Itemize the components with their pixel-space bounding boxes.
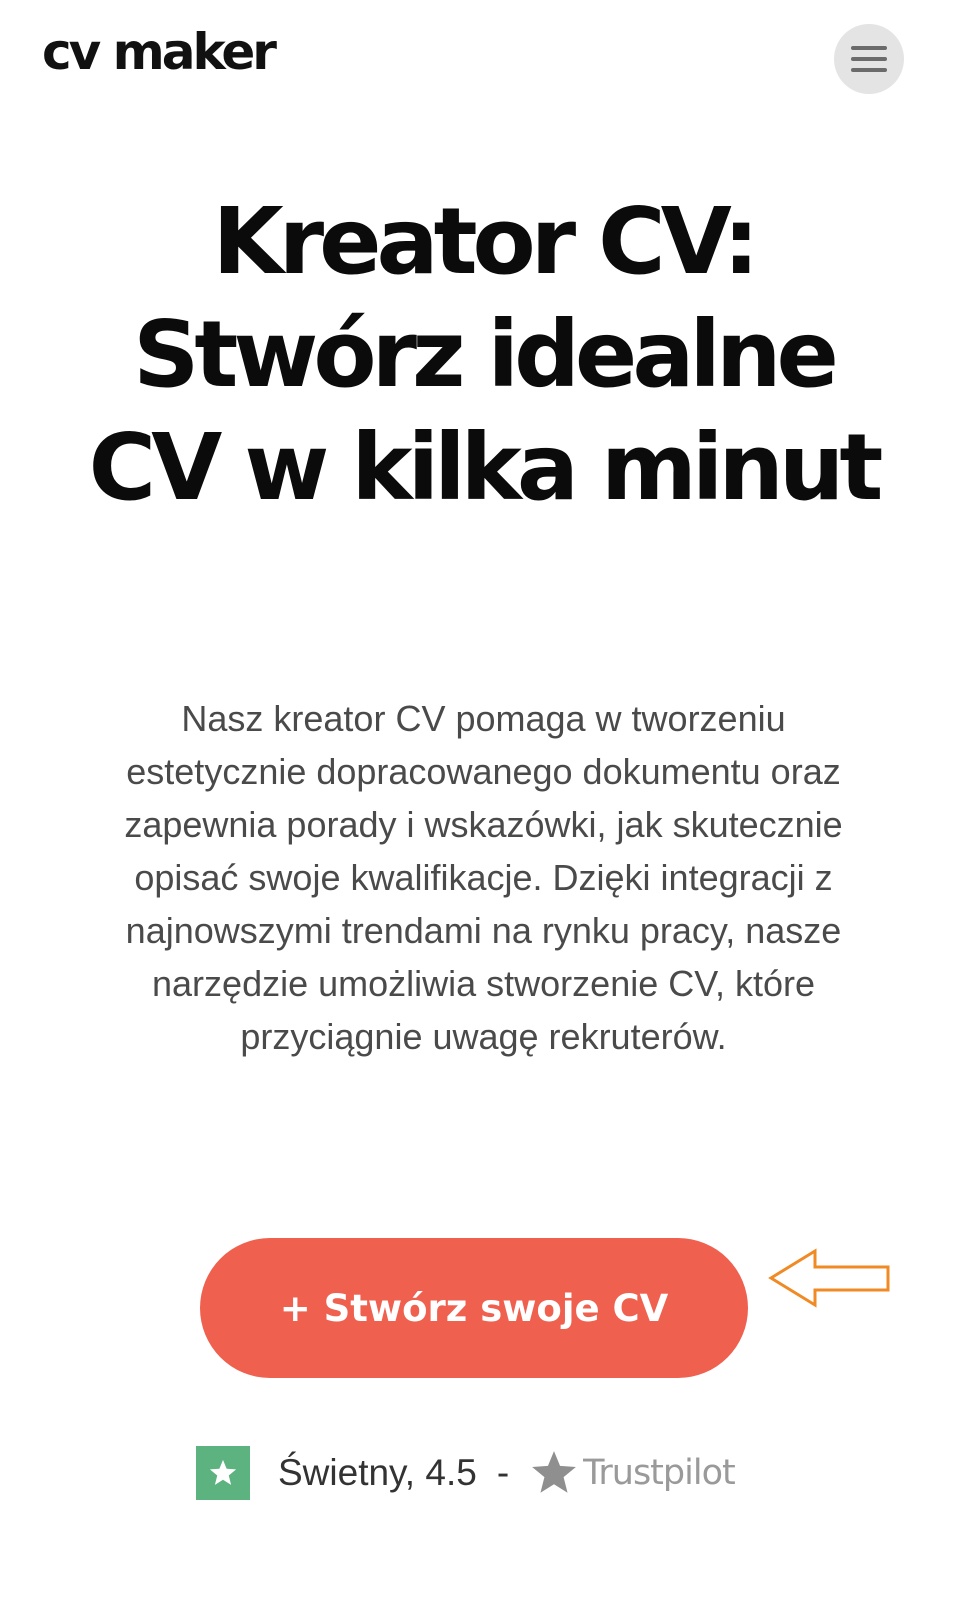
trustpilot-badge — [196, 1446, 250, 1500]
create-cv-button[interactable]: + Stwórz swoje CV — [200, 1238, 748, 1378]
hamburger-icon — [851, 46, 887, 72]
trustpilot-logo[interactable] — [529, 1448, 735, 1498]
hero-description: Nasz kreator CV pomaga w tworzeniu estetycznie dopracowanego dokumentu oraz zapewnia porady i wskazówki, jak skutecznie opisać swoje kwalifikacje. Dzięki integracji z najnowszymi trendami na rynku pracy, nasze narzędzie umożliwia stworzenie CV, które przyciągnie uwagę rekruterów. — [124, 698, 843, 1057]
menu-button[interactable] — [834, 24, 904, 94]
cv-maker-logo[interactable]: cv maker — [42, 23, 274, 81]
arrow-left-icon — [768, 1247, 892, 1309]
star-icon — [208, 1458, 238, 1488]
page-title: Kreator CV: Stwórz idealne CV w kilka minut — [88, 188, 879, 521]
rating-text: Świetny, 4.5 — [278, 1452, 477, 1493]
trustpilot-name: Trustpilot — [583, 1453, 735, 1493]
star-icon — [529, 1448, 579, 1498]
rating-separator: - — [496, 1452, 510, 1493]
trustpilot-rating[interactable] — [196, 1445, 735, 1501]
site-header — [0, 0, 967, 130]
